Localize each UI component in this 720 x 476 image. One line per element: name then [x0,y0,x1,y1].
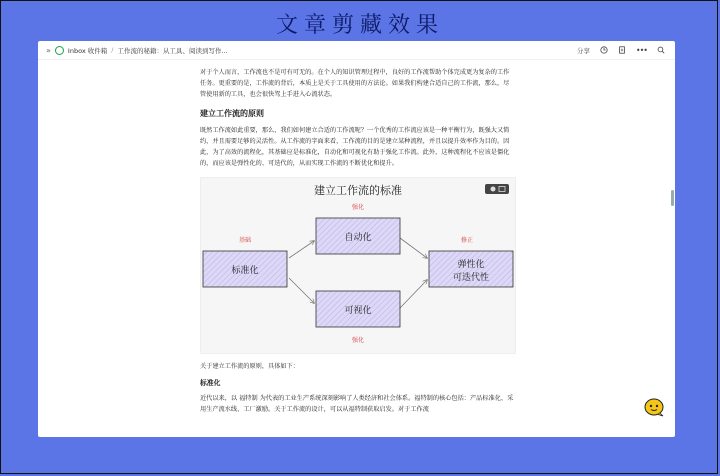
box-visual-label: 可视化 [344,306,372,316]
heading-principles: 建立工作流的原则 [200,109,264,118]
banner-title: 文章剪藏效果 [275,13,444,38]
search-icon[interactable] [657,46,665,54]
breadcrumb-inbox[interactable]: Inbox 收件箱 [67,46,108,55]
share-button[interactable]: 分享 [576,46,590,55]
clip-window [38,41,675,437]
inbox-shield-icon [55,46,64,55]
paragraph-after-diagram: 关于建立工作流的原则，具体如下： [200,363,299,370]
edge-label-strengthen-bottom: 强化 [351,337,365,344]
breadcrumb-separator: / [111,46,114,54]
heading-standardization: 标准化 [200,379,221,387]
article-content [200,67,514,421]
diagram-toolbar[interactable] [485,184,509,194]
document-icon[interactable] [618,46,626,54]
expand-sidebar-icon[interactable]: » [46,45,51,55]
edge-label-correct: 修正 [460,237,474,244]
history-icon[interactable] [600,46,608,54]
box-standard-label: 标准化 [231,266,259,276]
top-bar [38,41,675,60]
paragraph-principles: 既然工作流如此重要，那么，我们如何建立合适的工作流呢？一个优秀的工作流应该是一种平衡行为，既强大又简约，并且需要足够的灵活性。从工作流的字面来看，工作流的目的是建立某种流程，并且以提升效率作为目的。因此，为了高效的流程化，其基础应是标准化，自动化和可视化有助于强化工作流。此外，这种流程化不应该是僵化的，而应该是弹性化的、可迭代的，从而实现工作流的不断优化和提升。 [200,127,510,167]
assistant-chat-icon[interactable] [643,397,665,417]
paragraph-intro: 对于个人而言，工作流也不是可有可无的。在个人的知识管理过程中，良好的工作流帮助个体完成更为复杂的工作任务。更重要的是，工作流的背后，本质上是关于工具使用的方法论。如果我们构建合适自己的工作流，那么，尽管使用新的工具，也会很快驾上手进入心流状态。 [200,69,510,98]
box-elastic-label-2: 可迭代性 [452,273,490,283]
more-options-icon[interactable]: ••• [635,45,647,55]
edge-label-strengthen-top: 强化 [351,204,365,211]
breadcrumb-doc-title[interactable]: 工作流的秘籍：从工具、阅读到写作... [117,46,228,55]
diagram-title: 建立工作流的标准 [314,184,402,197]
box-elastic-label-1: 弹性化 [457,260,485,270]
page-scrollbar[interactable] [671,190,674,206]
paragraph-standardization: 近代以来，以 福特制 为代表的工业生产系统深刻影响了人类经济和社会体系。福特制的核心包括：产品标准化、采用生产流水线、工厂激励。关于工作流的设计，可以从福特制获取启发。对于工作流 [200,395,514,413]
workflow-diagram [200,177,516,354]
box-automation-label: 自动化 [344,233,372,243]
edge-label-base: 基础 [238,237,252,244]
